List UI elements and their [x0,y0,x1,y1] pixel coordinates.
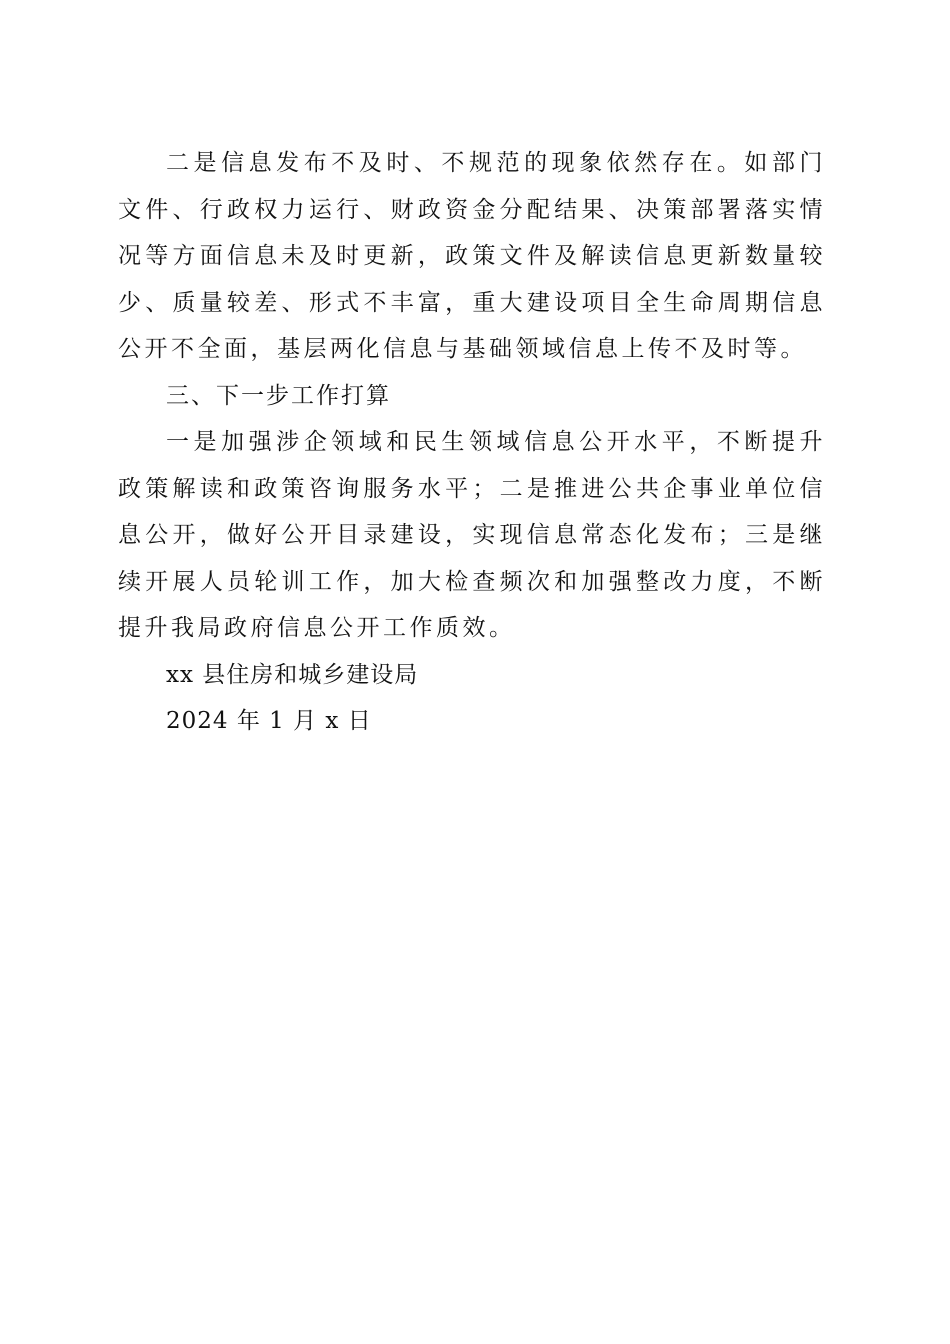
signature-date: 2024 年 1 月 x 日 [166,708,372,734]
paragraph-info-release-issues: 二是信息发布不及时、不规范的现象依然存在。如部门文件、行政权力运行、财政资金分配结果、决策部署落实情况等方面信息未及时更新，政策文件及解读信息更新数量较少、质量较差、形式不丰富，重大建设项目全生命周期信息公开不全面，基层两化信息与基础领域信息上传不及时等。 [118,150,826,362]
document-body [118,140,826,745]
paragraph-next-steps: 一是加强涉企领域和民生领域信息公开水平，不断提升政策解读和政策咨询服务水平；二是推进公共企事业单位信息公开，做好公开目录建设，实现信息常态化发布；三是继续开展人员轮训工作，加大检查频次和加强整改力度，不断提升我局政府信息公开工作质效。 [118,429,826,641]
signature-organization: xx 县住房和城乡建设局 [166,661,419,688]
section-heading-next-steps: 三、下一步工作打算 [166,382,391,409]
